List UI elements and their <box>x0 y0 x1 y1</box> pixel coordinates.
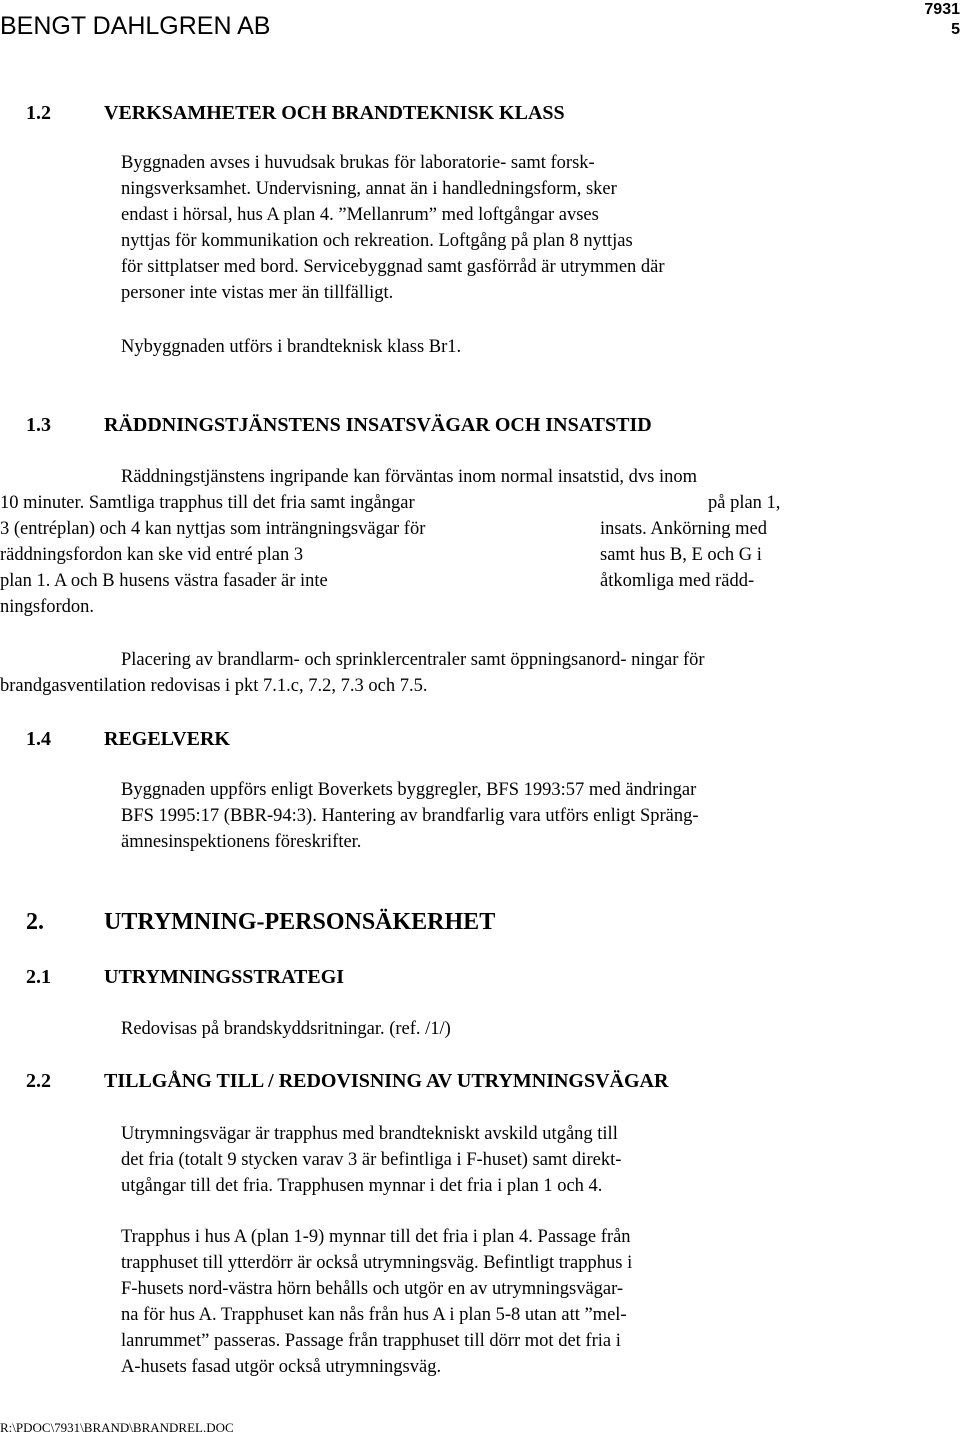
paragraph-utrymningsstrategi <box>121 1016 451 1042</box>
paragraph-insatsvagar-intro <box>0 464 697 490</box>
paragraph-verksamheter <box>121 150 665 306</box>
text-line: Redovisas på brandskyddsritningar. (ref. /1/) <box>121 1019 451 1039</box>
section-title: REGELVERK <box>104 728 230 750</box>
text-line: Räddningstjänstens ingripande kan förväntas inom normal insatstid, dvs inom <box>121 467 697 487</box>
text-line: det fria (totalt 9 stycken varav 3 är befintliga i F-huset) samt direkt- <box>121 1150 622 1170</box>
text-line-right: på plan 1, <box>708 493 781 513</box>
section-number: 2.1 <box>26 966 51 988</box>
text-row <box>0 516 960 542</box>
section-title: RÄDDNINGSTJÄNSTENS INSATSVÄGAR OCH INSATSTID <box>104 414 652 436</box>
page-number: 5 <box>951 21 960 38</box>
paragraph-brandteknisk-klass <box>121 334 461 360</box>
text-line: trapphuset till ytterdörr är också utrymningsväg. Befintligt trapphus i <box>121 1253 633 1273</box>
text-line: F-husets nord-västra hörn behålls och utgör en av utrymningsvägar- <box>121 1279 624 1299</box>
text-line: endast i hörsal, hus A plan 4. ”Mellanrum” med loftgångar avses <box>121 205 599 225</box>
section-title: UTRYMNINGSSTRATEGI <box>104 966 345 988</box>
text-row <box>0 594 960 620</box>
text-line: ningsverksamhet. Undervisning, annat än i handledningsform, sker <box>121 179 617 199</box>
text-line-left: 10 minuter. Samtliga trapphus till det fria samt ingångar <box>0 493 415 513</box>
text-line-left: plan 1. A och B husens västra fasader är inte <box>0 571 328 591</box>
text-line: personer inte vistas mer än tillfälligt. <box>121 283 394 303</box>
section-number: 1.4 <box>26 728 51 750</box>
text-line: A-husets fasad utgör också utrymningsväg. <box>121 1357 442 1377</box>
text-row <box>0 490 960 516</box>
text-line-right: åtkomliga med rädd- <box>600 571 755 591</box>
paragraph-regelverk <box>121 777 699 855</box>
chapter-number: 2. <box>26 909 44 935</box>
section-number: 1.2 <box>26 102 51 124</box>
text-line: na för hus A. Trapphuset kan nås från hus A i plan 5-8 utan att ”mel- <box>121 1305 627 1325</box>
text-line-left: räddningsfordon kan ske vid entré plan 3 <box>0 545 304 565</box>
text-line: Placering av brandlarm- och sprinklercentraler samt öppningsanord- ningar för <box>121 650 705 670</box>
text-line: nyttjas för kommunikation och rekreation. Loftgång på plan 8 nyttjas <box>121 231 633 251</box>
section-title: TILLGÅNG TILL / REDOVISNING AV UTRYMNINGSVÄGAR <box>104 1070 669 1092</box>
paragraph-utrymningsvagar <box>121 1121 621 1199</box>
text-line: ämnesinspektionens föreskrifter. <box>121 832 362 852</box>
text-line: utgångar till det fria. Trapphusen mynnar i det fria i plan 1 och 4. <box>121 1176 603 1196</box>
paragraph-brandlarm <box>0 647 705 699</box>
text-line: Utrymningsvägar är trapphus med brandtekniskt avskild utgång till <box>121 1124 618 1144</box>
text-line: Nybyggnaden utförs i brandteknisk klass Br1. <box>121 337 462 357</box>
text-row <box>0 568 960 594</box>
text-line: lanrummet” passeras. Passage från trapphuset till dörr mot det fria i <box>121 1331 621 1351</box>
text-line: BFS 1995:17 (BBR-94:3). Hantering av brandfarlig vara utförs enligt Spräng- <box>121 806 699 826</box>
document-number-block <box>880 0 960 40</box>
text-line: Byggnaden avses i huvudsak brukas för laboratorie- samt forsk- <box>121 153 595 173</box>
text-line-right: insats. Ankörning med <box>600 519 768 539</box>
section-number: 2.2 <box>26 1070 51 1092</box>
chapter-title: UTRYMNING-PERSONSÄKERHET <box>104 909 496 935</box>
section-number: 1.3 <box>26 414 51 436</box>
text-line: brandgasventilation redovisas i pkt 7.1.c, 7.2, 7.3 och 7.5. <box>0 676 428 696</box>
text-line: för sittplatser med bord. Servicebyggnad samt gasförråd är utrymmen där <box>121 257 665 277</box>
text-row <box>0 542 960 568</box>
document-number: 7931 <box>924 1 960 18</box>
paragraph-trapphus <box>121 1224 632 1380</box>
file-path-footer: R:\PDOC\7931\BRAND\BRANDREL.DOC <box>0 1420 234 1435</box>
company-name: BENGT DAHLGREN AB <box>0 12 271 40</box>
text-line-right: samt hus B, E och G i <box>600 545 762 565</box>
text-line-left: ningsfordon. <box>0 597 95 617</box>
text-line-left: 3 (entréplan) och 4 kan nyttjas som inträngningsvägar för <box>0 519 426 539</box>
section-title: VERKSAMHETER OCH BRANDTEKNISK KLASS <box>104 102 565 124</box>
text-line: Byggnaden uppförs enligt Boverkets byggregler, BFS 1993:57 med ändringar <box>121 780 697 800</box>
text-line: Trapphus i hus A (plan 1-9) mynnar till det fria i plan 4. Passage från <box>121 1227 631 1247</box>
